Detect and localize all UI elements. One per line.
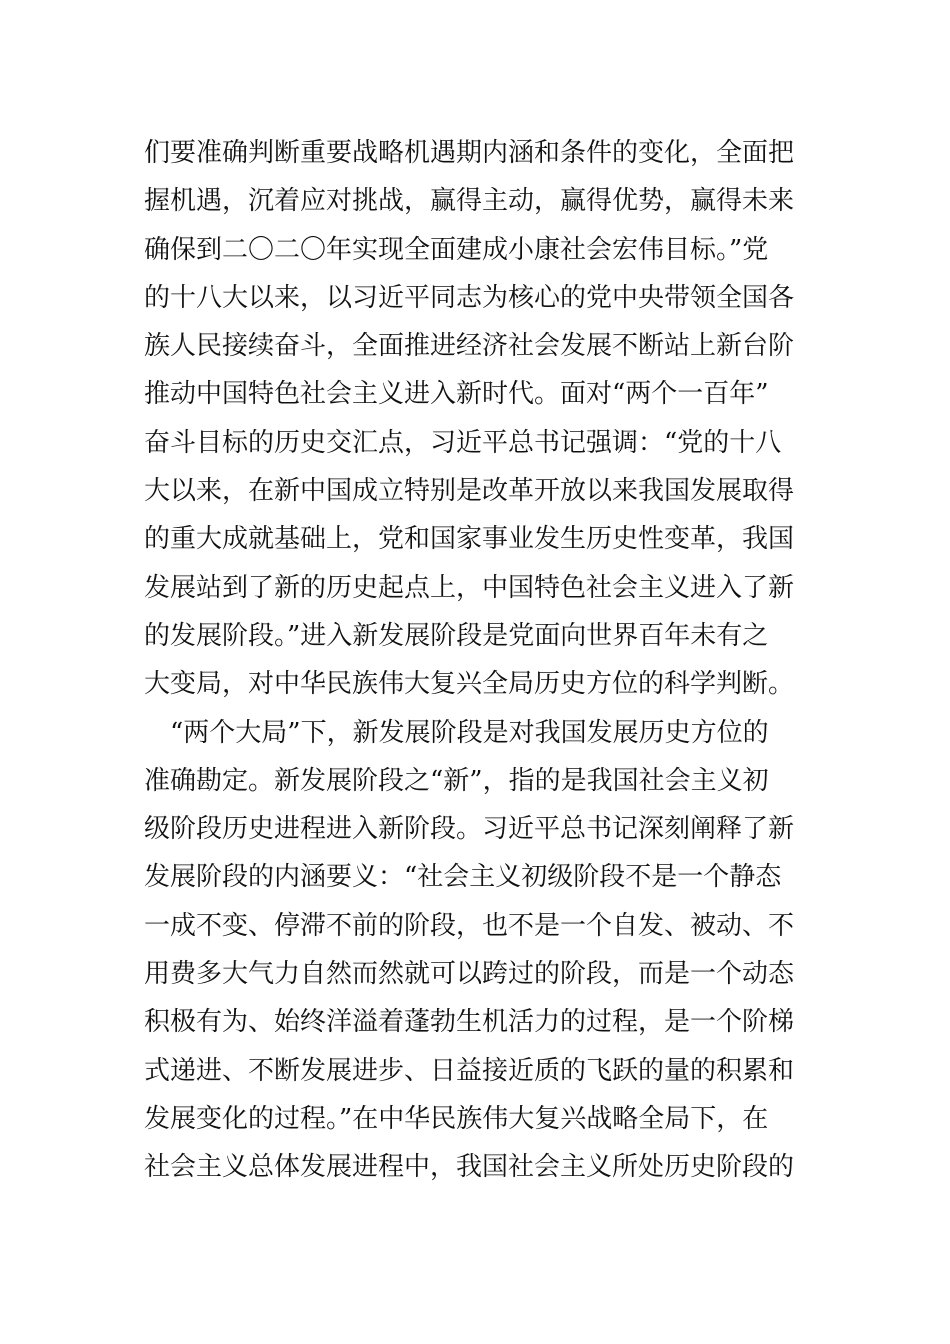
text-line: 的发展阶段。”进入新发展阶段是党面向世界百年未有之 bbox=[144, 620, 769, 651]
text-line: 式递进、不断发展进步、日益接近质的飞跃的量的积累和 bbox=[144, 1055, 795, 1086]
text-line: 族人民接续奋斗，全面推进经济社会发展不断站上新台阶 bbox=[144, 331, 795, 362]
text-line: 准确勘定。新发展阶段之“新”，指的是我国社会主义初 bbox=[144, 765, 769, 796]
text-line: 奋斗目标的历史交汇点，习近平总书记强调：“党的十八 bbox=[144, 427, 782, 458]
text-line: 大以来，在新中国成立特别是改革开放以来我国发展取得 bbox=[144, 476, 795, 507]
text-line: 握机遇，沉着应对挑战，赢得主动，赢得优势，赢得未来 bbox=[144, 186, 795, 217]
text-line: 发展站到了新的历史起点上，中国特色社会主义进入了新 bbox=[144, 572, 795, 603]
text-line: 发展阶段的内涵要义：“社会主义初级阶段不是一个静态 bbox=[144, 862, 782, 893]
text-line: 社会主义总体发展进程中，我国社会主义所处历史阶段的 bbox=[144, 1152, 795, 1183]
text-line: 大变局，对中华民族伟大复兴全局历史方位的科学判断。 bbox=[144, 669, 795, 700]
text-line: 积极有为、始终洋溢着蓬勃生机活力的过程，是一个阶梯 bbox=[144, 1007, 795, 1038]
text-line: 的十八大以来，以习近平同志为核心的党中央带领全国各 bbox=[144, 282, 795, 313]
text-line: 推动中国特色社会主义进入新时代。面对“两个一百年” bbox=[144, 379, 769, 410]
text-line: 们要准确判断重要战略机遇期内涵和条件的变化，全面把 bbox=[144, 138, 795, 168]
body-text bbox=[144, 129, 808, 1192]
text-line: 发展变化的过程。”在中华民族伟大复兴战略全局下，在 bbox=[144, 1103, 769, 1134]
text-line: 级阶段历史进程进入新阶段。习近平总书记深刻阐释了新 bbox=[144, 814, 795, 845]
text-line: 一成不变、停滞不前的阶段，也不是一个自发、被动、不 bbox=[144, 910, 795, 941]
text-line: 的重大成就基础上，党和国家事业发生历史性变革，我国 bbox=[144, 524, 795, 555]
text-line: 确保到二〇二〇年实现全面建成小康社会宏伟目标。”党 bbox=[144, 234, 769, 265]
text-line: 用费多大气力自然而然就可以跨过的阶段，而是一个动态 bbox=[144, 959, 795, 990]
paragraph-start-line: “两个大局”下，新发展阶段是对我国发展历史方位的 bbox=[144, 717, 769, 748]
